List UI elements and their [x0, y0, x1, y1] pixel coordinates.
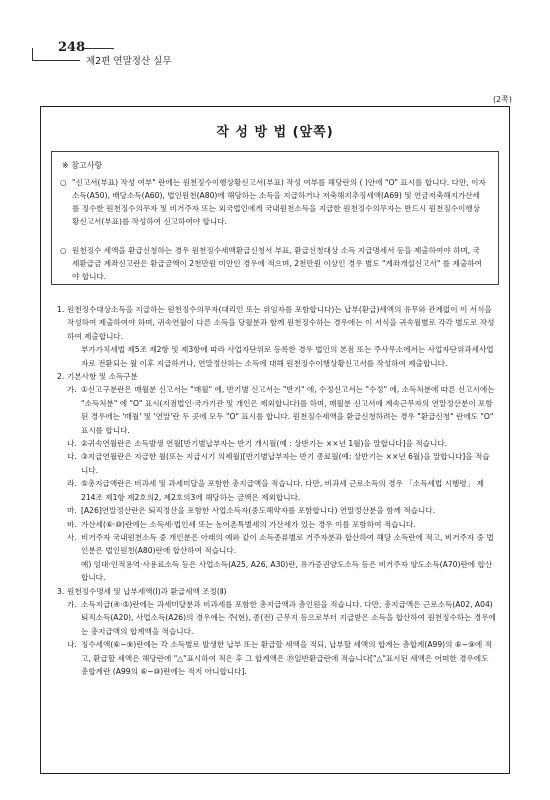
item-marker: 가.	[67, 599, 77, 609]
bullet-icon: ○	[60, 178, 67, 187]
instructions-body	[57, 303, 497, 678]
page-marker: (2쪽)	[492, 95, 512, 104]
sub-item-text: ①신고구분란은 매월분 신고서는 "매월" 에, 반기별 신고서는 "반기" 에, 수정신고서는 "수정" 에, 소득처분에 따른 신고시에는 "소득처분" 에 "O" 표시(지점법인·국가기관 및 개인은 제외합니다)를 하며, 매월분 신고서에 계속근무자의 연말정산분이 포함된 경우에는 '매월' 및 '연말'란 두 곳에 모두 "O" 표시를 합니다. 원천징수세액을 환급신청하려는 경우 "환급신청" 란에도 "O" 표시를 합니다.	[81, 385, 495, 435]
sub-item	[57, 504, 497, 517]
sub-item	[57, 477, 497, 504]
paragraph	[57, 303, 497, 343]
instructions-frame	[40, 106, 510, 774]
paragraph-text: 원천징수명세 및 납부세액(Ⅰ)과 환급세액 조정(Ⅱ)	[67, 586, 227, 596]
paragraph	[57, 585, 497, 598]
sub-item	[57, 450, 497, 477]
paragraph-continuation: 부가가치세법 제5조 제2항 및 제3항에 따라 사업자단위로 등록한 경우 법인의 본점 또는 주사무소에서는 사업자단위과세사업자로 전환되는 월 이후 지급하거나, 연말정산하는 소득에 대해 원천징수이행상황신고서를 작성하여 제출합니다.	[81, 345, 494, 368]
bullet-icon: ○	[60, 246, 67, 255]
page-number: 248	[58, 40, 86, 55]
paragraph	[57, 370, 497, 383]
sub-item	[57, 598, 497, 638]
item-marker: 나.	[67, 640, 77, 650]
sub-item-text: ③지급연월란은 지급한 월(또는 지급시기 의제월)[반기별납부자는 반기 종료월(예: 상반기는 ××년 6월)을 말합니다]을 적습니다.	[81, 452, 490, 475]
sub-item-text: 비거주자 국내원천소득 중 개인분은 아래의 예와 같이 소득종류별로 거주자분과 합산하여 해당 소득란에 적고, 비거주자 중 법인분은 법인원천(A80)란에 합산하여 적습니다.	[81, 532, 494, 556]
item-marker: 다.	[67, 452, 77, 462]
note-box	[51, 151, 499, 285]
example-text: 예) 임대·인적용역·사용료소득 등은 사업소득(A25, A26, A30)란, 유가증권양도소득 등은 비거주자 양도소득(A70)란에 합산합니다.	[81, 559, 493, 583]
sub-item-text: ⑤총지급액란은 비과세 및 과세미달을 포함한 총지급액을 적습니다. 다만, 비과세 근로소득의 경우 「소득세법 시행령」 제214조 제1항 제2호의2, 제2호의3에 해당하는 금액은 제외합니다.	[81, 479, 484, 502]
note-heading: ※ 참고사항	[62, 161, 103, 170]
item-marker: 바.	[67, 519, 77, 529]
item-marker: 나.	[67, 439, 77, 449]
paragraph-text: 원천징수대상소득을 지급하는 원천징수의무자(대리인 또는 위임자를 포함합니다)는 납부(환급)세액의 유무와 관계없이 이 서식을 작성하여 제출하여야 하며, 귀속연월이 다른 소득을 당월분과 함께 원천징수하는 경우에는 이 서식을 귀속월별로 각각 별도로 작성하여 제출합니다.	[67, 305, 495, 341]
note-text: 원천징수 세액을 환급신청하는 경우 원천징수세액환급신청서 부표, 환급신청대상 소득 지급명세서 등을 제출하여야 하며, 국세환급금 계좌신고란은 환급금액이 2천만원 미만인 경우에 적으며, 2천만원 이상인 경우 별도 "계좌개설신고서" 를 제출하여야 합니다.	[72, 246, 482, 281]
sub-item	[57, 437, 497, 450]
sub-item-text: 가산세(⑥·⑩)란에는 소득세·법인세 또는 농어촌특별세의 가산세가 있는 경우 이를 포함하여 적습니다.	[81, 519, 416, 529]
sub-item-text: [A26]연말정산란은 퇴직정산을 포함한 사업소득자(중도해약자를 포함합니다) 연말정산분을 함께 적습니다.	[81, 506, 436, 516]
header-rule	[32, 60, 80, 61]
item-marker: 2.	[57, 372, 65, 382]
sub-item-text: 징수세액(⑥~⑨)란에는 각 소득별로 발생한 납부 또는 환급할 세액을 적되, 납부할 세액의 합계는 총합계(A99)의 ⑥~⑨에 적고, 환급할 세액은 해당란에 "△"표시하여 적은 후 그 합계액은 ⑲일반환급란에 적습니다["△"표시된 세액은 어떠한 경우에도 총합계란 (A99의 ⑥~⑩)란에는 적지 아니합니다].	[81, 640, 492, 676]
item-marker: 라.	[67, 479, 77, 489]
item-marker: 가.	[67, 385, 77, 395]
document-title: 작 성 방 법 (앞쪽)	[216, 125, 334, 140]
section-title: 제2편 연말정산 실무	[86, 56, 172, 67]
header-rule	[84, 48, 114, 49]
sub-item	[57, 531, 497, 558]
sub-item-text: 소득지급(④·⑤)란에는 과세미달분과 비과세를 포함한 총지급액과 총인원을 적습니다. 다만, 총지급액은 근로소득(A02, A04) 퇴직소득(A20), 사업소득(A26)의 경우에는 주(현), 종(전) 근무지 등으로부터 지급받은 소득을 합산하여 원천징수하는 경우에는 총지급액의 합계액을 적습니다.	[81, 599, 496, 636]
sub-item	[57, 383, 497, 437]
sub-item	[57, 638, 497, 678]
item-marker: 마.	[67, 506, 77, 516]
sub-item-text: ②귀속연월란은 소득발생 연월[반기별납부자는 반기 개시월(예 : 상반기는 ××년 1월)을 말합니다]을 적습니다.	[81, 439, 448, 449]
note-item	[60, 244, 486, 283]
header-rule	[32, 48, 33, 60]
item-marker: 사.	[67, 532, 77, 542]
note-item	[60, 176, 486, 228]
note-text: "신고서(부표) 작성 여부" 란에는 원천징수이행상황신고서(부표) 작성 여부를 해당란의 ( )안에 "O" 표시를 합니다. 다만, 이자소득(A50), 배당소득(A60), 법인원천(A80)에 해당하는 소득을 지급하거나 저축해지추징세액(A69) 및 연금저축해지가산세를 징수한 원천징수의무자 및 비거주자 또는 외국법인에게 국내원천소득을 지급한 원천징수의무자는 반드시 원천징수이행상황신고서(부표)를 작성하여 신고하여야 합니다.	[72, 178, 486, 226]
item-marker: 1.	[57, 305, 65, 314]
paragraph-text: 기본사항 및 소득구분	[67, 372, 138, 382]
sub-item	[57, 518, 497, 531]
item-marker: 3.	[57, 586, 65, 596]
